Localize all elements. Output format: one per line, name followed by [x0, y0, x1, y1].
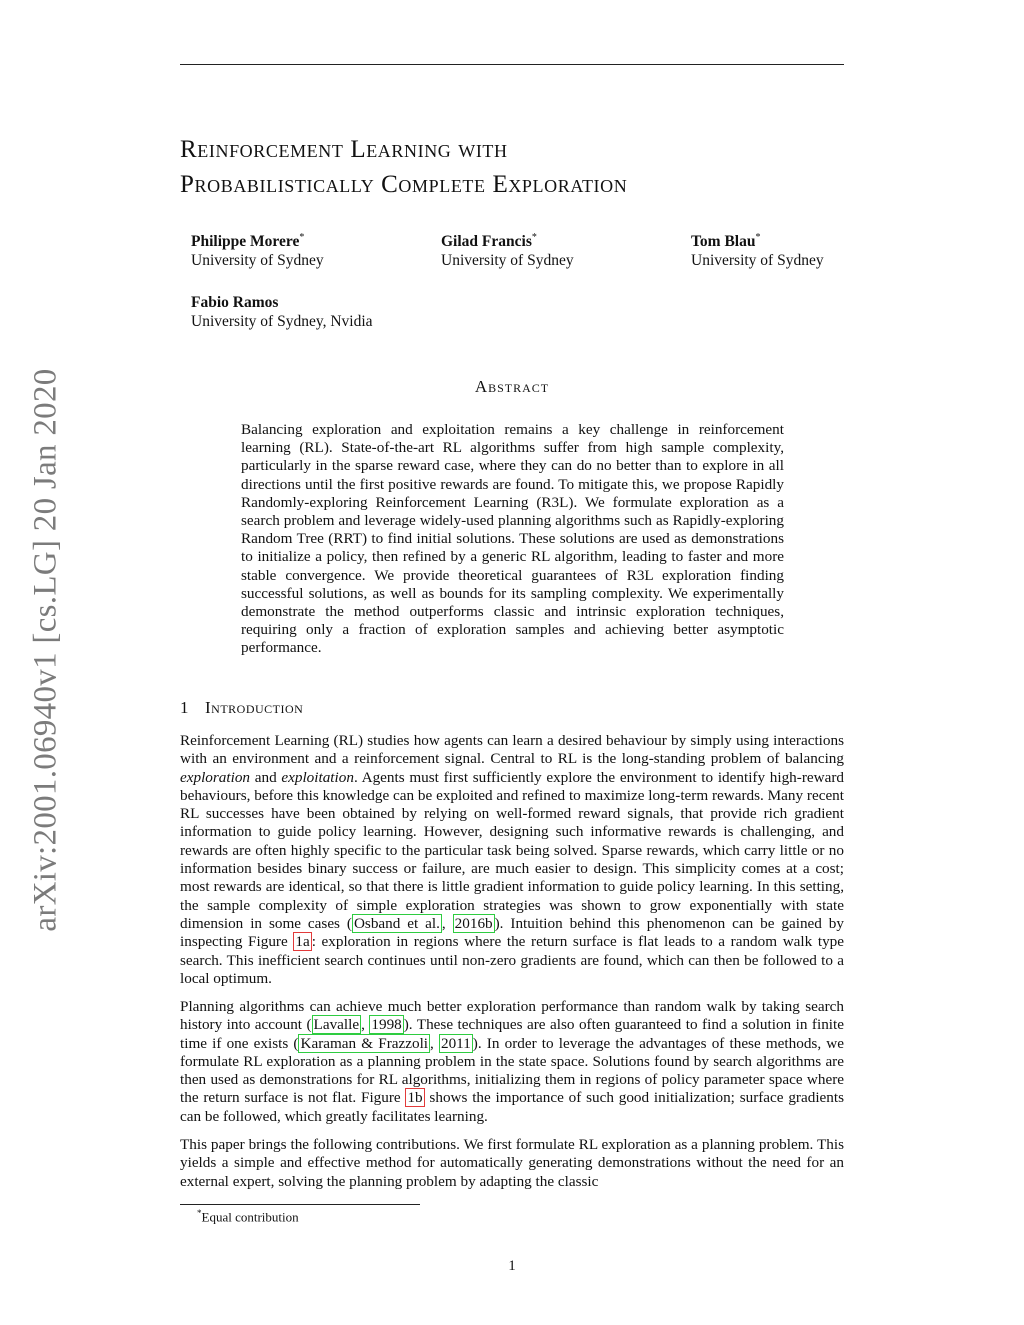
title-line-2: Probabilistically Complete Exploration: [180, 171, 628, 198]
footnote-rule: [180, 1204, 420, 1205]
author-name: Gilad Francis: [441, 233, 532, 251]
author-name: Philippe Morere: [191, 233, 300, 251]
equal-contribution-mark: *: [755, 232, 761, 243]
paper-title: [180, 132, 844, 202]
top-rule: [180, 64, 844, 65]
intro-paragraph-1: Reinforcement Learning (RL) studies how agents can learn a desired behaviour by simply using interactions with an environment and a reinforcement signal. Central to RL is the long-standing problem of balancing exploration and exploitation. Agents must first sufficiently explore the environment to identify high-reward behaviours, before this knowledge can be exploited and refined to maximize long-term rewards. Many recent RL successes have been obtained by relying on well-formed reward signals, that provide rich gradient information to guide policy learning. However, designing such informative rewards is challenging, and rewards are often highly specific to the particular task being solved. Sparse rewards, which carry little or no information besides binary success or failure, are much easier to design. This simplicity comes at a cost; most rewards are identical, so that there is little gradient information to guide policy learning. In this setting, the sample complexity of simple exploration strategies was shown to grow exponentially with state dimension in some cases ( Osband et al. , 2016b ). Intuition behind this phenomenon can be gained by inspecting Figure 1a : exploration in regions where the return surface is flat leads to a random walk type search. This inefficient search continues until non-zero gradients are found, which can then be followed to a local optimum.: [180, 732, 844, 987]
section-heading: [180, 698, 303, 718]
author-affiliation: University of Sydney: [691, 252, 824, 270]
citation-link[interactable]: Karaman & Frazzoli: [300, 1034, 429, 1052]
citation-year-link[interactable]: 2016b: [454, 914, 493, 932]
citation-year-link[interactable]: 1998: [371, 1016, 402, 1034]
figure-ref-link[interactable]: 1b: [407, 1089, 423, 1107]
abstract-heading: Abstract: [474, 377, 550, 396]
figure-ref-link[interactable]: 1a: [295, 933, 310, 951]
section-title: Introduction: [205, 698, 304, 717]
author-name: Tom Blau: [691, 233, 756, 251]
footnote: [197, 1208, 299, 1225]
emphasis-exploitation: exploitation: [281, 768, 354, 786]
author-block: [191, 228, 324, 270]
abstract-text: Balancing exploration and exploitation remains a key challenge in reinforcement learning (RL). State-of-the-art RL algorithms suffer from high sample complexity, particularly in the sparse reward case, where they can do no better than to explore in all directions until the first positive rewards are found. To mitigate this, we propose Rapidly Randomly-exploring Reinforcement Learning (R3L). We formulate exploration as a search problem and leverage widely-used planning algorithms such as Rapidly-exploring Random Tree (RRT) to find initial solutions. These solutions are used as demonstrations to initialize a policy, then refined by a generic RL algorithm, leading to faster and more stable convergence. We provide theoretical guarantees of R3L exploration finding successful solutions, as well as bounds for its sampling complexity. We experimentally demonstrate the method outperforms classic and intrinsic exploration techniques, requiring only a fraction of exploration samples and achieving better asymptotic performance.: [241, 421, 784, 657]
equal-contribution-mark: *: [531, 232, 537, 243]
author-affiliation: University of Sydney: [191, 252, 324, 270]
intro-paragraph-3: This paper brings the following contributions. We first formulate RL exploration as a planning problem. This yields a simple and effective method for automatically generating demonstrations without the need for an external expert, solving the planning problem by adapting the classic: [180, 1136, 844, 1190]
author-affiliation: University of Sydney, Nvidia: [191, 313, 373, 330]
title-line-1: Reinforcement Learning with: [180, 136, 508, 163]
citation-link[interactable]: Lavalle: [313, 1016, 360, 1034]
author-block: [691, 228, 824, 270]
arxiv-stamp: arXiv:2001.06940v1 [cs.LG] 20 Jan 2020: [27, 368, 64, 932]
author-block: [191, 293, 373, 331]
equal-contribution-mark: *: [299, 232, 305, 243]
emphasis-exploration: exploration: [180, 768, 251, 786]
intro-paragraph-2: Planning algorithms can achieve much better exploration performance than random walk by taking search history into account ( Lavalle , 1998 ). These techniques are also often guaranteed to find a solution in finite time if one exists ( Karaman & Frazzoli , 2011 ). In order to leverage the advantages of these methods, we formulate RL exploration as a planning problem in the state space. Solutions found by search algorithms are then used as demonstrations for RL algorithms, initializing them in regions of policy parameter space where the return surface is not flat. Figure 1b shows the importance of such good initialization; surface gradients can be followed, which greatly facilitates learning.: [180, 998, 844, 1125]
footnote-text: Equal contribution: [201, 1209, 299, 1225]
author-block: [441, 228, 574, 270]
citation-year-link[interactable]: 2011: [440, 1034, 471, 1052]
author-affiliation: University of Sydney: [441, 252, 574, 270]
citation-link[interactable]: Osband et al.: [353, 914, 440, 932]
author-name: Fabio Ramos: [191, 294, 279, 311]
page-number: 1: [508, 1258, 516, 1274]
footnote-mark: *: [197, 1208, 202, 1218]
section-number: 1: [180, 698, 189, 717]
